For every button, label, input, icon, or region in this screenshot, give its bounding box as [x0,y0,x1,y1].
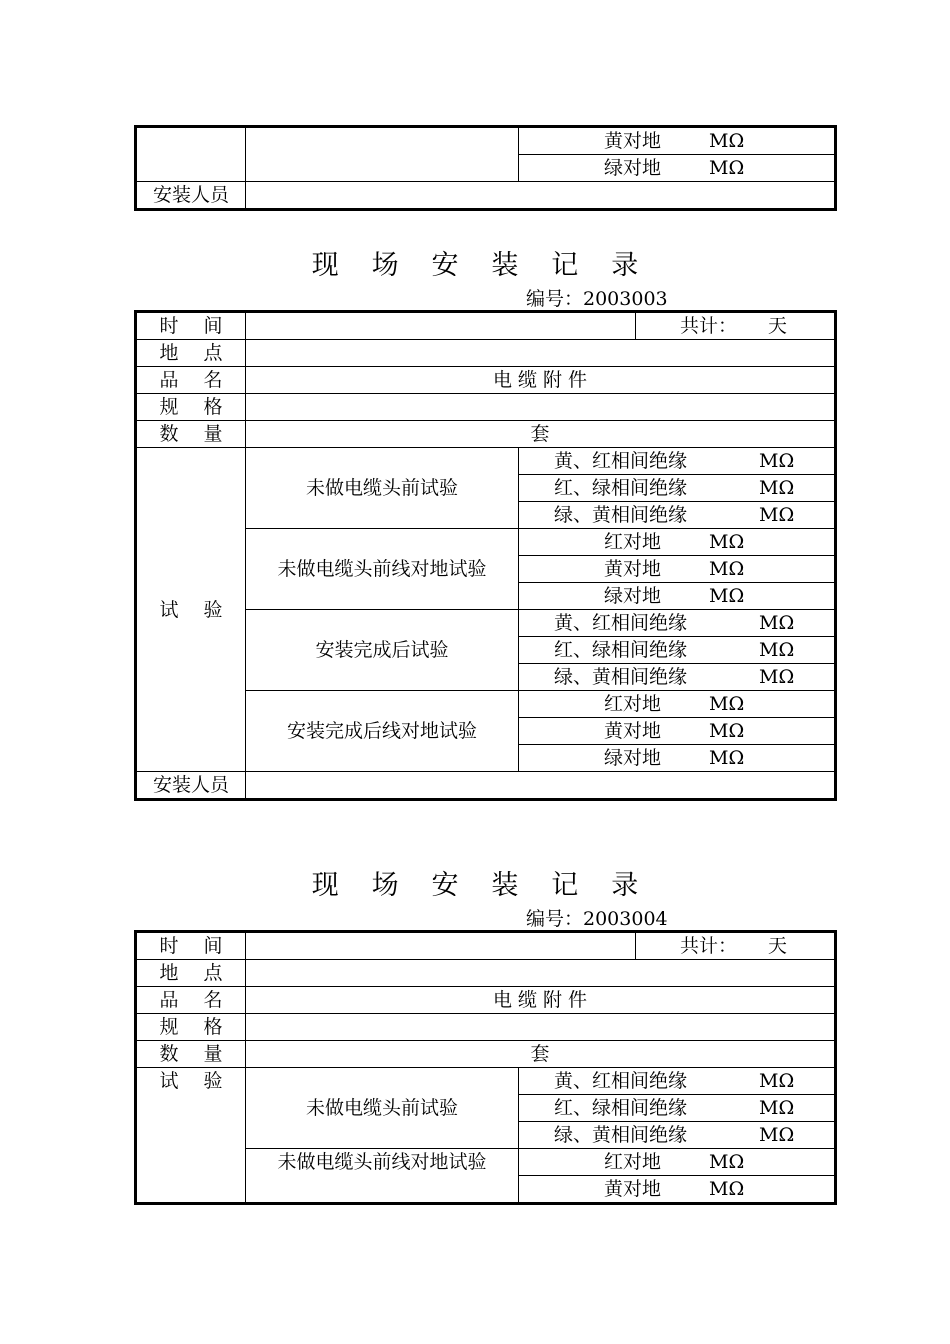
product-label: 品 名 [136,367,246,394]
test-item-label: 黄对地 [604,558,662,580]
quantity-label: 数 量 [136,421,246,448]
time-value [246,312,636,340]
record-code: 编号：2003003 [526,288,668,310]
test-item-unit: MΩ [709,585,745,607]
test-item [519,637,836,664]
test-item-label: 红对地 [604,1151,662,1173]
test-item [519,1095,836,1122]
test-item-label: 绿对地 [604,157,662,179]
test-item-unit: MΩ [759,639,795,661]
test-item-label: 绿、黄相间绝缘 [554,1124,688,1146]
place-label: 地 点 [136,960,246,987]
product-value: 电 缆 附 件 [246,367,836,394]
installer-label: 安装人员 [136,182,246,210]
test-item [519,475,836,502]
test-item-label: 黄、红相间绝缘 [554,450,688,472]
test-item [519,745,836,772]
test-item-label: 黄、红相间绝缘 [554,1070,688,1092]
test-item-label: 红、绿相间绝缘 [554,477,688,499]
test-item-label: 红对地 [604,693,662,715]
test-item-label: 黄对地 [604,130,662,152]
test-item-unit: MΩ [709,747,745,769]
total-label: 共计： [680,935,738,957]
test-item [519,691,836,718]
test-item [519,718,836,745]
fragment-test-item [519,127,836,155]
test-item [519,583,836,610]
installer-value [246,182,836,210]
record-title: 现 场 安 装 记 录 [311,870,651,901]
fragment-test-item [519,155,836,182]
test-item [519,1149,836,1176]
test-item [519,664,836,691]
test-item [519,1068,836,1095]
test-item-label: 绿对地 [604,747,662,769]
test-item-unit: MΩ [759,1097,795,1119]
test-item-label: 红、绿相间绝缘 [554,1097,688,1119]
total-days-cell [636,312,836,340]
test-item-label: 黄对地 [604,1178,662,1200]
installer-value [246,772,836,800]
test-item-label: 绿对地 [604,585,662,607]
test-item-unit: MΩ [759,1070,795,1092]
installer-label: 安装人员 [136,772,246,800]
time-label: 时 间 [136,932,246,960]
test-item-unit: MΩ [709,130,745,152]
test-item-unit: MΩ [709,1151,745,1173]
quantity-label: 数 量 [136,1041,246,1068]
test-item [519,1122,836,1149]
test-item-unit: MΩ [709,157,745,179]
quantity-unit: 套 [246,1041,836,1068]
test-item-label: 黄、红相间绝缘 [554,612,688,634]
record-code: 编号：2003004 [526,908,668,930]
test-group-name: 未做电缆头前线对地试验 [246,529,519,610]
test-item-unit: MΩ [759,504,795,526]
test-item-unit: MΩ [759,1124,795,1146]
test-item-unit: MΩ [759,450,795,472]
test-item [519,610,836,637]
test-item-unit: MΩ [709,720,745,742]
test-item-label: 红对地 [604,531,662,553]
test-item-unit: MΩ [759,612,795,634]
test-item-unit: MΩ [709,693,745,715]
test-item [519,556,836,583]
test-item-label: 红、绿相间绝缘 [554,639,688,661]
test-item-unit: MΩ [759,477,795,499]
spec-value [246,394,836,421]
time-label: 时 间 [136,312,246,340]
quantity-unit: 套 [246,421,836,448]
product-value: 电 缆 附 件 [246,987,836,1014]
test-item-unit: MΩ [709,531,745,553]
test-item-label: 黄对地 [604,720,662,742]
test-item [519,502,836,529]
test-item [519,448,836,475]
day-label: 天 [768,935,788,957]
test-item [519,1176,836,1204]
place-value [246,340,836,367]
test-group-name: 未做电缆头前试验 [246,1068,519,1149]
product-label: 品 名 [136,987,246,1014]
test-item-unit: MΩ [709,1178,745,1200]
record-fragment-table [134,125,837,211]
record-title: 现 场 安 装 记 录 [311,250,651,281]
time-value [246,932,636,960]
spec-label: 规 格 [136,1014,246,1041]
record-table [134,930,837,1205]
spec-value [246,1014,836,1041]
test-label: 试 验 [136,1068,246,1204]
test-item-label: 绿、黄相间绝缘 [554,666,688,688]
total-days-cell [636,932,836,960]
place-label: 地 点 [136,340,246,367]
total-label: 共计： [680,315,738,337]
test-item-unit: MΩ [709,558,745,580]
test-group-name: 未做电缆头前线对地试验 [246,1149,519,1204]
test-item [519,529,836,556]
fragment-group-cell [246,127,519,182]
test-item-label: 绿、黄相间绝缘 [554,504,688,526]
test-group-name: 安装完成后试验 [246,610,519,691]
record-table [134,310,837,801]
day-label: 天 [768,315,788,337]
test-group-name: 安装完成后线对地试验 [246,691,519,772]
test-item-unit: MΩ [759,666,795,688]
place-value [246,960,836,987]
test-label: 试 验 [136,448,246,772]
test-group-name: 未做电缆头前试验 [246,448,519,529]
fragment-empty-cell [136,127,246,182]
spec-label: 规 格 [136,394,246,421]
